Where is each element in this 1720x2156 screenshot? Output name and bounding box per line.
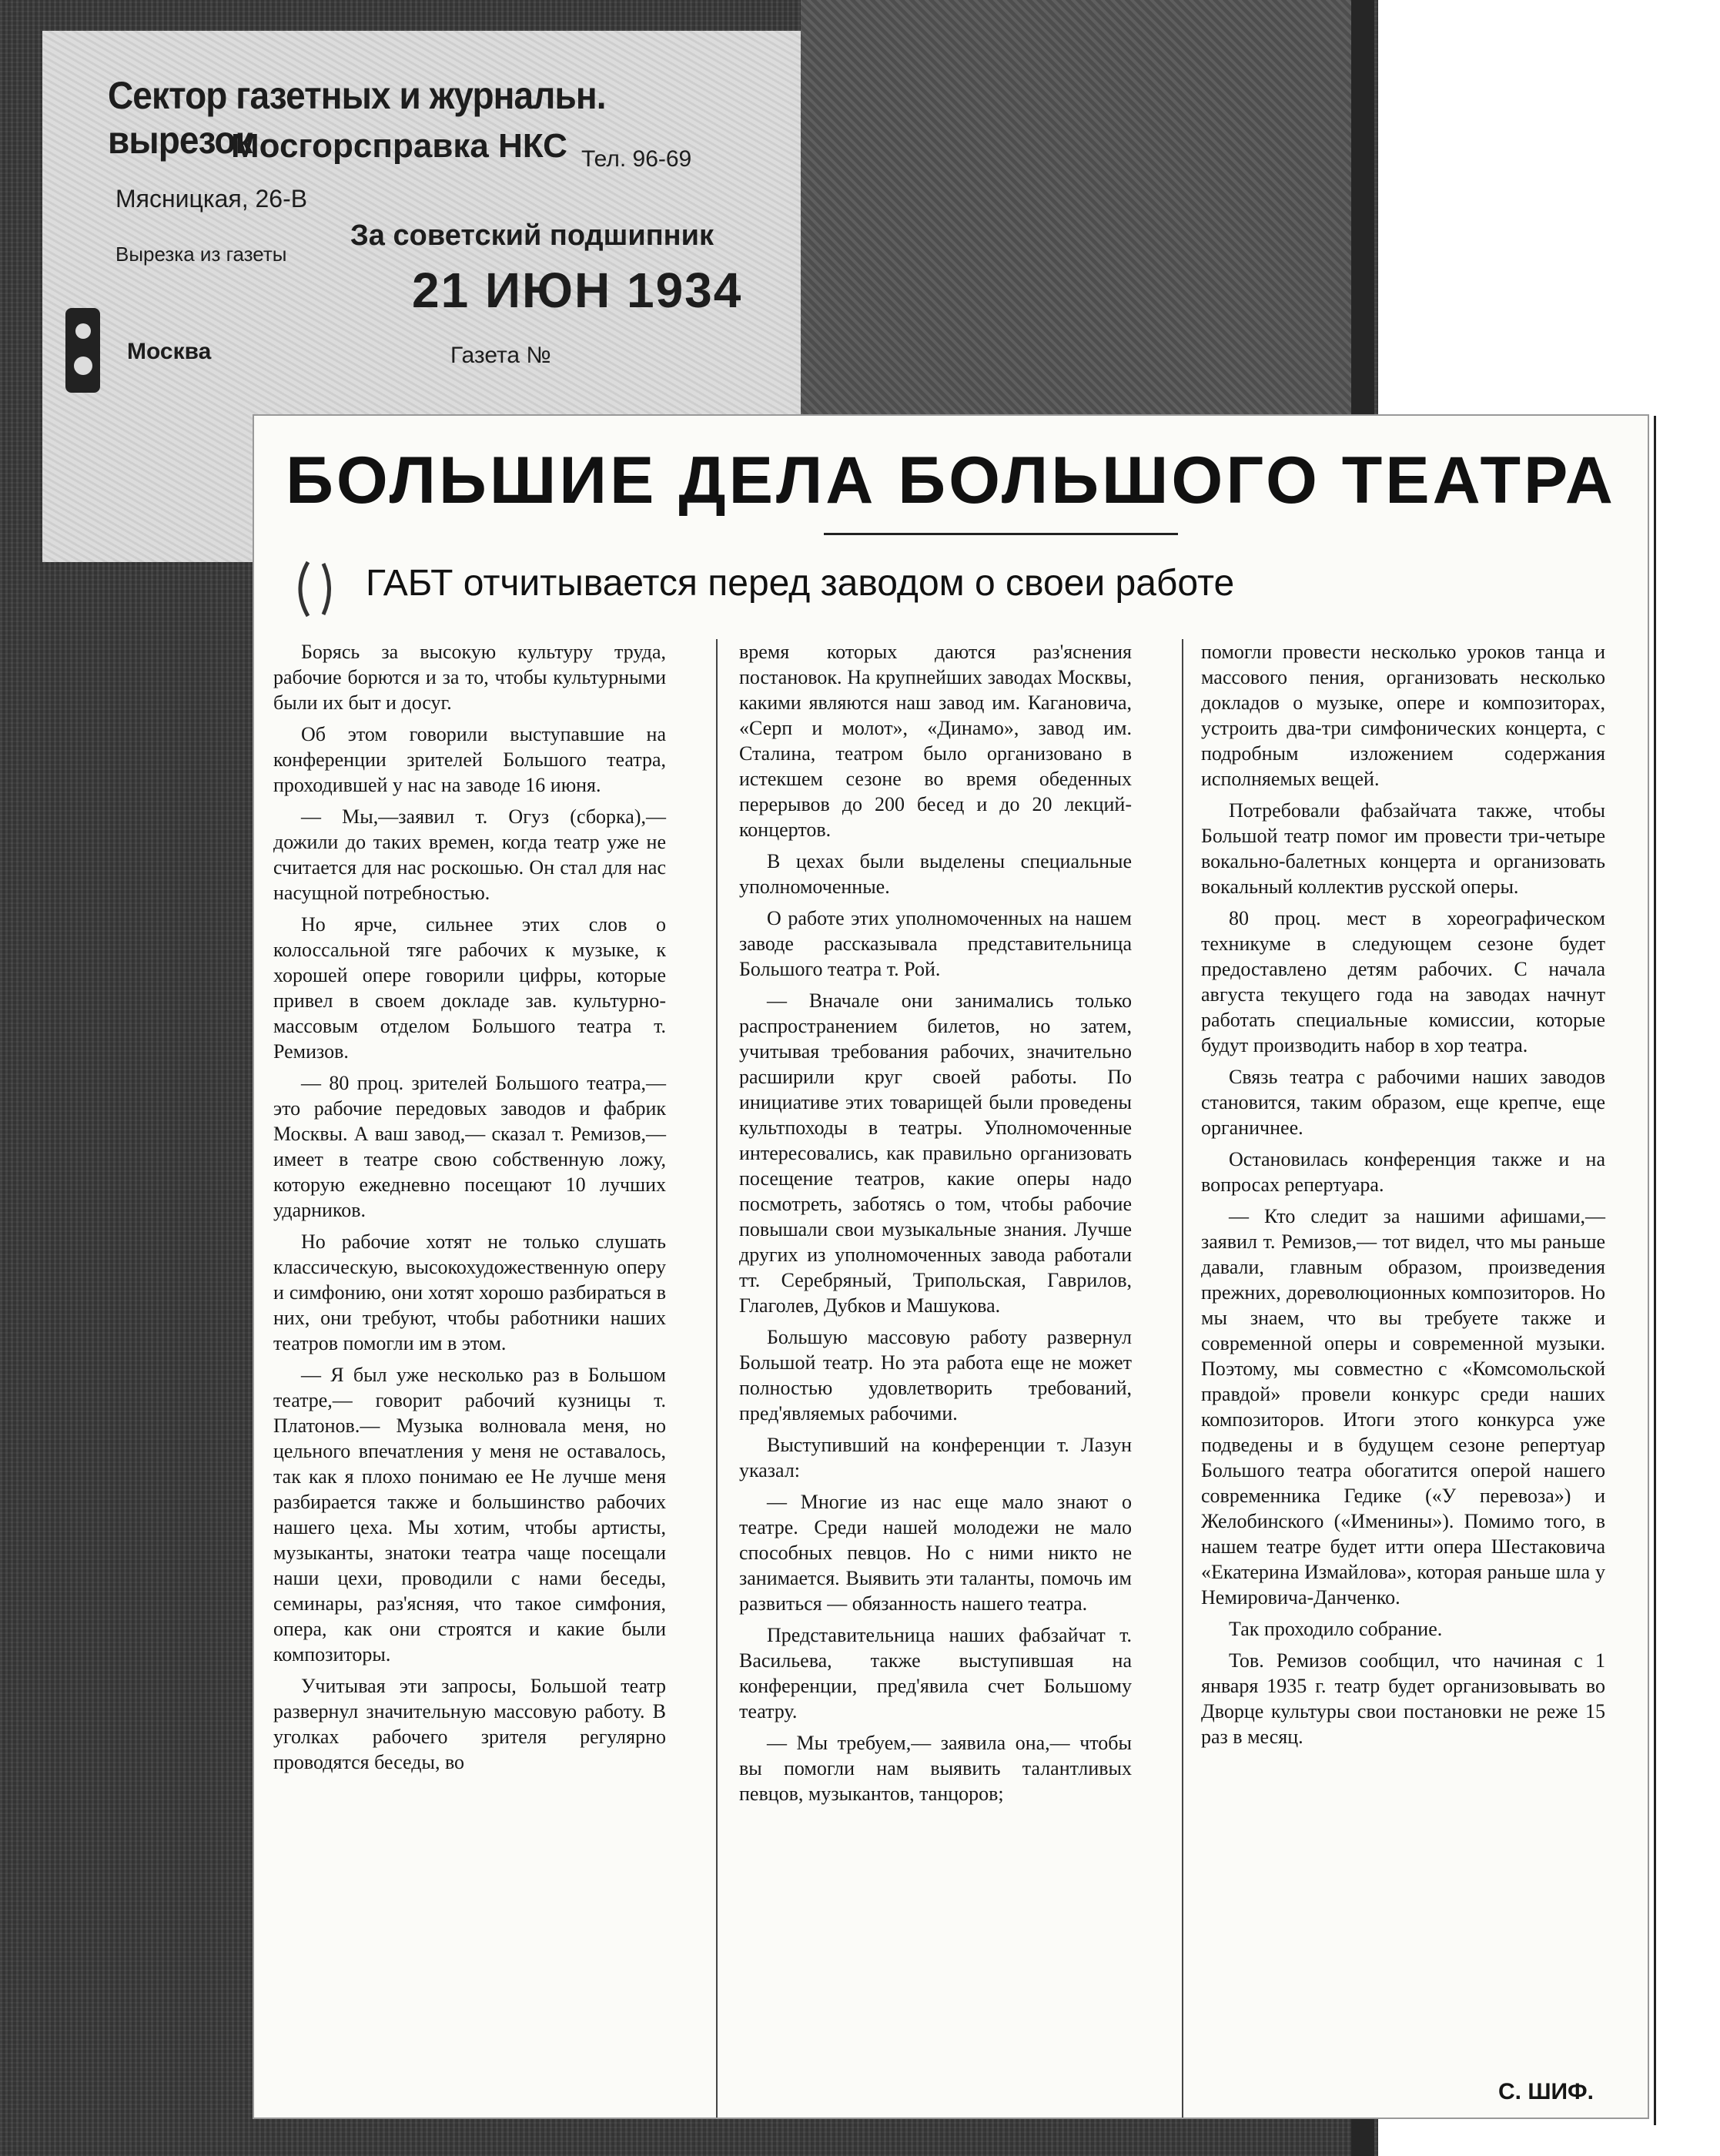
newspaper-clipping: [254, 416, 1648, 2118]
stamp-telephone: Тел. 96-69: [581, 146, 692, 172]
paragraph: Потребовали фабзайчата также, чтобы Большой театр помог им провести три-четыре вокально-балетных концерта и организовать вокальный коллектив русской оперы.: [1201, 799, 1605, 898]
stamp-address: Мясницкая, 26-В: [115, 185, 308, 213]
paragraph: — 80 проц. зрителей Большого театра,— это рабочие передовых заводов и фабрик Москвы. А ваш завод,— сказал т. Ремизов,— имеет в театре свою собственную ложу, которую ежедневно посещают 10 лучших ударников.: [273, 1072, 666, 1221]
stamp-service-name: Мосгорсправка НКС: [231, 127, 567, 165]
headline-rule: [824, 533, 1178, 535]
paragraph: помогли провести несколько уроков танца и массового пения, организовать несколько докладов о музыке, опере и композиторах, устроить два-три симфонических концерта, с подробным изложением содержания исполняемых вещей.: [1201, 641, 1605, 790]
paragraph: Остановилась конференция также и на вопросах репертуара.: [1201, 1148, 1605, 1196]
paragraph: Тов. Ремизов сообщил, что начиная с 1 января 1935 г. театр будет организовывать во Дворце культуры свои постановки не реже 15 раз в месяц.: [1201, 1649, 1605, 1748]
paragraph: — Многие из нас еще мало знают о театре. Среди нашей молодежи не мало способных певцов. Но с ними никто не занимается. Выявить эти таланты, помочь им развиться — обязанность нашего театра.: [739, 1491, 1132, 1615]
paragraph: Об этом говорили выступавшие на конференции зрителей Большого театра, проходившей у нас на заводе 16 июня.: [273, 723, 666, 796]
bracket-mark-icon: [285, 554, 346, 624]
paragraph: Представительница наших фабзайчат т. Васильева, также выступившая на конференции, пред'явила счет Большому театру.: [739, 1624, 1132, 1722]
paragraph: — Вначале они занимались только распространением билетов, но затем, учитывая требования рабочих, значительно расширили круг своей работы. По инициативе этих товарищей были проведены культпоходы в театры. Уполномоченные интересовались, как правильно организовать посещение театров, какие оперы надо посмотреть, заботясь о том, чтобы рабочие повышали свои музыкальные знания. Лучше других из уполномоченных завода работали тт. Серебряный, Трипольская, Гаврилов, Глаголев, Дубков и Машукова.: [739, 989, 1132, 1317]
right-margin-rule: [1654, 416, 1656, 2125]
stamp-newspaper-name: За советский подшипник: [350, 219, 714, 252]
paragraph: Большую массовую работу развернул Большой театр. Но эта работа еще не может полностью удовлетворить требований, пред'являемых рабочими.: [739, 1326, 1132, 1424]
paragraph: — Кто следит за нашими афишами,— заявил т. Ремизов,— тот видел, что мы раньше давали, главным образом, произведения прежних, дореволюционных композиторов. Но мы знаем, что вы требуете также и современной оперы и современной музыки. Поэтому, мы совместно с «Комсомольской правдой» провели конкурс среди наших композиторов. Итоги этого конкурса уже подведены и в будущем сезоне репертуар Большого театра обогатится оперой нашего современника Гедике («У перевоза») и Желобинского («Именины»). Помимо того, в нашем театре будет итти опера Шестаковича «Екатерина Измайлова», которая раньше шла у Немировича-Данченко.: [1201, 1205, 1605, 1609]
paragraph: Но рабочие хотят не только слушать классическую, высокохудожественную оперу и симфонию, они хотят хорошо разбираться в них, они требуют, чтобы работники наших театров помогли им в этом.: [273, 1230, 666, 1354]
paragraph: Но ярче, сильнее этих слов о колоссальной тяге рабочих к музыке, к хорошей опере говорили цифры, которые привел в своем докладе зав. культурно-массовым отделом Большого театра т. Ремизов.: [273, 913, 666, 1063]
paragraph: Так проходило собрание.: [1229, 1618, 1443, 1640]
scan-background-top-right: [801, 0, 1370, 416]
author-signature: С. ШИФ.: [1498, 2079, 1594, 2104]
article-column-3: [1201, 639, 1605, 1756]
stamp-date: 21 ИЮН 1934: [412, 263, 743, 318]
column-divider: [1182, 639, 1183, 2118]
stamp-issue-number: Газета №: [450, 343, 551, 368]
paragraph: — Мы,—заявил т. Огуз (сборка),— дожили до таких времен, когда театр уже не считается для нас роскошью. Он стал для нас насущной потребностью.: [273, 805, 666, 904]
article-column-2: [739, 639, 1132, 1813]
stamp-organization: Сектор газетных и журнальн. вырезок: [108, 74, 606, 162]
subheadline: ГАБТ отчитывается перед заводом о своеи работе: [366, 563, 1235, 604]
paragraph: В цехах были выделены специальные уполномоченные.: [739, 850, 1132, 898]
column-divider: [716, 639, 718, 2118]
stamp-cut-label: Вырезка из газеты: [115, 243, 287, 266]
paragraph: — Мы требуем,— заявила она,— чтобы вы помогли нам выявить талантливых певцов, музыкантов, танцоров;: [739, 1732, 1132, 1805]
paragraph: Борясь за высокую культуру труда, рабочие борются и за то, чтобы культурными были их быт и досуг.: [273, 641, 666, 714]
article-column-1: [273, 639, 666, 1781]
stamp-emblem-icon: [62, 300, 108, 400]
paragraph: О работе этих уполномоченных на нашем заводе рассказывала представительница Большого театра т. Рой.: [739, 907, 1132, 980]
paragraph: время которых даются раз'яснения постановок. На крупнейших заводах Москвы, какими являются наш завод им. Кагановича, «Серп и молот», «Динамо», завод им. Сталина, театром было организовано в истекшем сезоне во время обеденных перерывов до 200 бесед и до 20 лекций-концертов.: [739, 641, 1132, 841]
paragraph: Связь театра с рабочими наших заводов становится, таким образом, еще крепче, еще органичнее.: [1201, 1066, 1605, 1139]
paragraph: — Я был уже несколько раз в Большом театре,— говорит рабочий кузницы т. Платонов.— Музыка волновала меня, но цельного впечатления у меня не оставалось, так как я плохо понимаю ее Не лучше меня разбирается также и большинство рабочих нашего цеха. Мы хотим, чтобы артисты, музыканты, знатоки театра чаще посещали наши цехи, проводили с нами беседы, семинары, раз'ясняя, что такое симфония, опера, как они строятся и какие были композиторы.: [273, 1364, 666, 1666]
paragraph: Выступивший на конференции т. Лазун указал:: [739, 1434, 1132, 1481]
stamp-city: Москва: [127, 339, 212, 364]
paragraph: 80 проц. мест в хореографическом техникуме в следующем сезоне будет предоставлено детям рабочих. С начала августа текущего года на заводах начнут работать специальные комиссии, которые будут производить набор в хор театра.: [1201, 907, 1605, 1056]
headline: БОЛЬШИЕ ДЕЛА БОЛЬШОГО ТЕАТРА: [286, 444, 1616, 517]
paragraph: Учитывая эти запросы, Большой театр развернул значительную массовую работу. В уголках рабочего зрителя регулярно проводятся беседы, во: [273, 1675, 666, 1773]
